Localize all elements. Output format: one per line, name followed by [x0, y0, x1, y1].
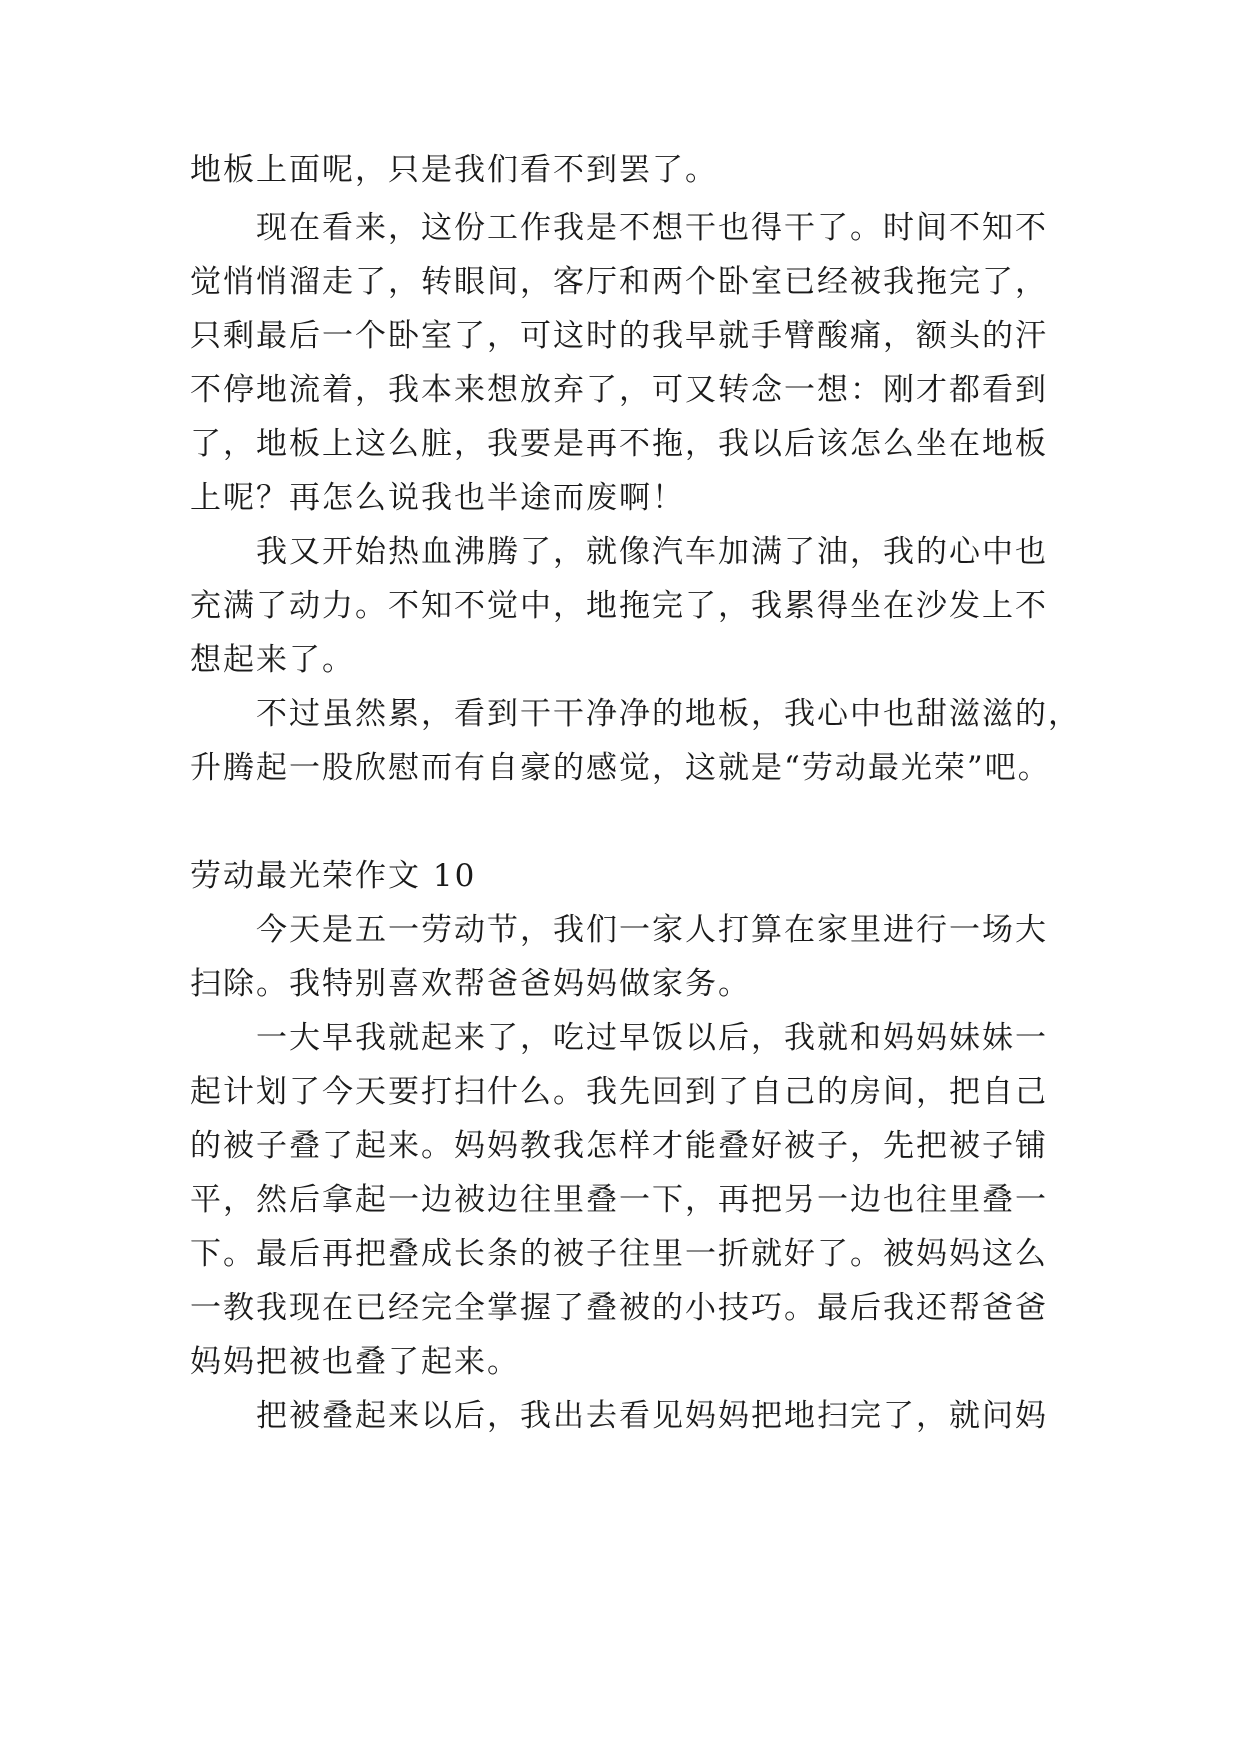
text-line: 地板上面呢，只是我们看不到罢了。 — [190, 152, 718, 188]
paragraph-start: 现在看来，这份工作我是不想干也得干了。时间不知不 — [256, 210, 1048, 246]
section-heading: 劳动最光荣作文 10 — [190, 858, 477, 894]
text-line: 平，然后拿起一边被边往里叠一下，再把另一边也往里叠一 — [190, 1182, 1048, 1218]
text-line: 想起来了。 — [190, 642, 355, 678]
text-line: 扫除。我特别喜欢帮爸爸妈妈做家务。 — [190, 966, 751, 1002]
text-line: 妈妈把被也叠了起来。 — [190, 1344, 520, 1380]
text-line: 不停地流着，我本来想放弃了，可又转念一想：刚才都看到 — [190, 372, 1048, 408]
text-line: 充满了动力。不知不觉中，地拖完了，我累得坐在沙发上不 — [190, 588, 1048, 624]
text-line: 只剩最后一个卧室了，可这时的我早就手臂酸痛，额头的汗 — [190, 318, 1048, 354]
paragraph-start: 不过虽然累，看到干干净净的地板，我心中也甜滋滋的， — [256, 696, 1081, 732]
text-line: 下。最后再把叠成长条的被子往里一折就好了。被妈妈这么 — [190, 1236, 1048, 1272]
text-line: 的被子叠了起来。妈妈教我怎样才能叠好被子，先把被子铺 — [190, 1128, 1048, 1164]
text-line: 升腾起一股欣慰而有自豪的感觉，这就是“劳动最光荣”吧。 — [190, 750, 1051, 786]
paragraph-start: 今天是五一劳动节，我们一家人打算在家里进行一场大 — [256, 912, 1048, 948]
text-line: 了，地板上这么脏，我要是再不拖，我以后该怎么坐在地板 — [190, 426, 1048, 462]
paragraph-start: 一大早我就起来了，吃过早饭以后，我就和妈妈妹妹一 — [256, 1020, 1048, 1056]
text-line: 起计划了今天要打扫什么。我先回到了自己的房间，把自己 — [190, 1074, 1048, 1110]
text-line: 一教我现在已经完全掌握了叠被的小技巧。最后我还帮爸爸 — [190, 1290, 1048, 1326]
paragraph-start: 把被叠起来以后，我出去看见妈妈把地扫完了，就问妈 — [256, 1398, 1048, 1434]
text-line: 上呢？再怎么说我也半途而废啊！ — [190, 480, 685, 516]
text-line: 觉悄悄溜走了，转眼间，客厅和两个卧室已经被我拖完了， — [190, 264, 1048, 300]
paragraph-start: 我又开始热血沸腾了，就像汽车加满了油，我的心中也 — [256, 534, 1048, 570]
